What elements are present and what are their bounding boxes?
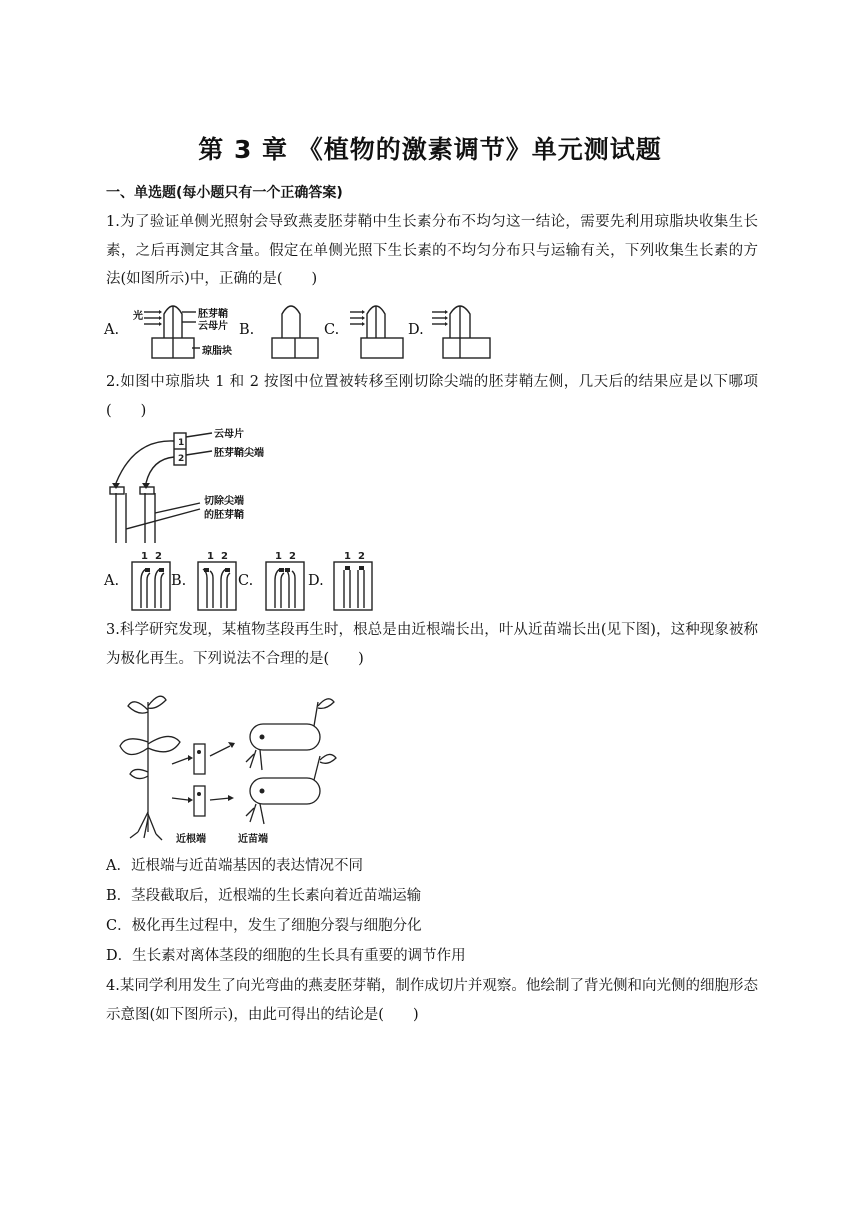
q2-option-diagrams	[104, 548, 424, 612]
q2-c-num-1: 1	[275, 551, 282, 562]
q3-label-shoot-end: 近苗端	[238, 834, 268, 845]
q1-label-mica: 云母片	[198, 321, 228, 332]
q3-option-d: D．生长素对离体茎段的细胞的生长具有重要的调节作用	[106, 948, 466, 964]
q1-coleoptile-diagrams	[104, 300, 504, 365]
q1-label-agar: 琼脂块	[202, 346, 232, 357]
q2-a-num-1: 1	[141, 551, 148, 562]
question-1-text: 1.为了验证单侧光照射会导致燕麦胚芽鞘中生长素分布不均匀这一结论，需要先利用琼脂块收集生长素，之后再测定其含量。假定在单侧光照下生长素的不均匀分布只与运输有关，下列收集生长素的方法(如图所示)中，正确的是( )	[106, 214, 758, 287]
question-1-figure	[104, 300, 504, 365]
q3-option-a: A．近根端与近苗端基因的表达情况不同	[106, 858, 363, 874]
q2-b-num-2: 2	[221, 551, 228, 562]
q3-option-b: B．茎段截取后，近根端的生长素向着近苗端运输	[106, 888, 422, 904]
q2-a-num-2: 2	[155, 551, 162, 562]
q2-label-mica: 云母片	[214, 429, 244, 440]
q1-option-c-label: C.	[324, 322, 340, 338]
q3-option-c: C．极化再生过程中，发生了细胞分裂与细胞分化	[106, 918, 422, 934]
question-2-setup-figure	[104, 425, 304, 543]
question-2-options-figure	[104, 548, 424, 612]
section-heading: 一、单选题(每小题只有一个正确答案)	[106, 185, 343, 201]
q1-option-a-label: A.	[104, 322, 120, 338]
question-4-text: 4.某同学利用发生了向光弯曲的燕麦胚芽鞘，制作成切片并观察。他绘制了背光侧和向光侧的细胞形态示意图(如下图所示)，由此可得出的结论是( )	[106, 978, 758, 1023]
q2-option-a-label: A.	[104, 573, 120, 589]
question-3-figure	[104, 682, 344, 844]
q2-block-number-2: 2	[178, 454, 185, 464]
q2-label-cut-line2: 的胚芽鞘	[204, 510, 244, 521]
q1-option-d-label: D.	[408, 322, 424, 338]
q2-option-b-label: B.	[171, 573, 187, 589]
q1-label-light: 光	[133, 311, 143, 322]
question-3-text: 3.科学研究发现，某植物茎段再生时，根总是由近根端长出，叶从近苗端长出(见下图)，这种现象被称为极化再生。下列说法不合理的是( )	[106, 622, 758, 667]
q2-d-num-2: 2	[358, 551, 365, 562]
q2-c-num-2: 2	[289, 551, 296, 562]
q3-label-root-end: 近根端	[176, 834, 206, 845]
q2-b-num-1: 1	[207, 551, 214, 562]
page-title: 第 3 章 《植物的激素调节》单元测试题	[198, 135, 662, 164]
q1-option-b-label: B.	[239, 322, 255, 338]
q2-d-num-1: 1	[344, 551, 351, 562]
q2-option-c-label: C.	[238, 573, 254, 589]
q3-polar-regeneration-diagram	[104, 682, 344, 844]
q2-label-tip: 胚芽鞘尖端	[214, 448, 264, 459]
q1-label-coleoptile: 胚芽鞘	[198, 309, 228, 320]
question-2-text: 2.如图中琼脂块 1 和 2 按图中位置被转移至刚切除尖端的胚芽鞘左侧，几天后的结果应是以下哪项( )	[106, 374, 758, 419]
q2-label-cut-line1: 切除尖端	[204, 496, 244, 507]
q2-option-d-label: D.	[308, 573, 324, 589]
q2-block-number-1: 1	[178, 438, 185, 448]
q2-setup-diagram	[104, 425, 304, 543]
